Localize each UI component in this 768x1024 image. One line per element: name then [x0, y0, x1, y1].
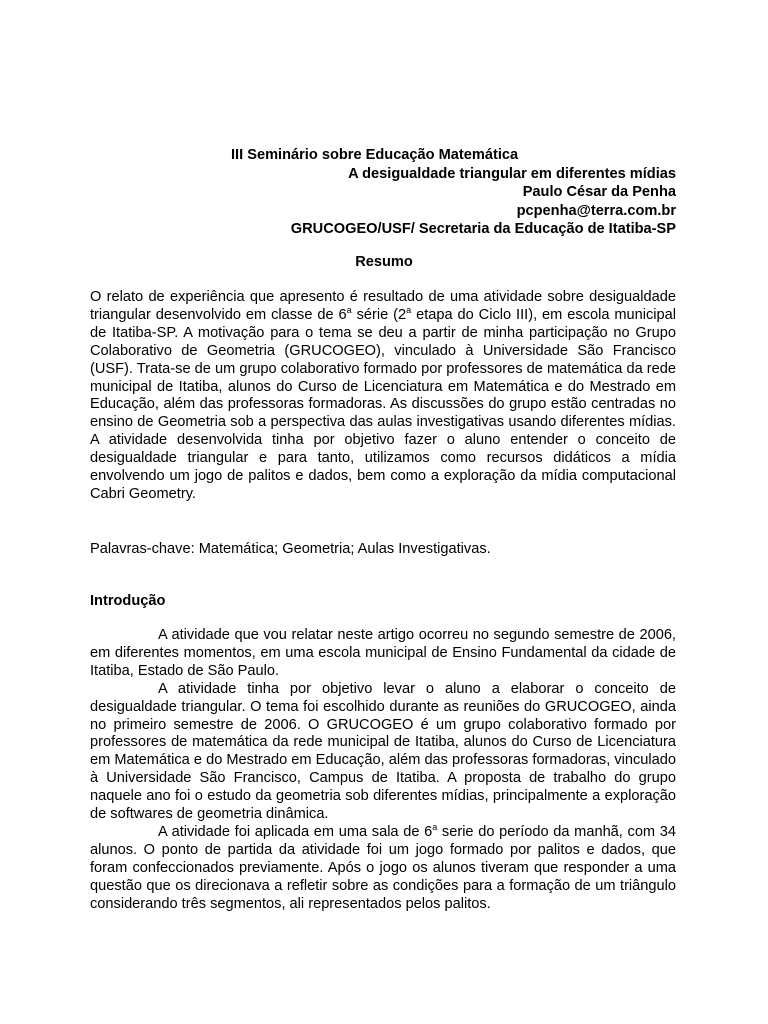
- keywords: Palavras-chave: Matemática; Geometria; Aulas Investigativas.: [90, 541, 491, 557]
- abstract-text-1: O relato de experiência que apresento é resultado de uma atividade sobre desigualdade triangular desenvolvido em classe de 6: [90, 289, 676, 323]
- intro-text-3b: serie do período da manhã, com 34 alunos. O ponto de partida da atividade foi um jogo formado por palitos e dados, que foram confeccionados previamente. Após o jogo os alunos tiveram que responder a uma questão que os direcionava a refletir sobre as condições para a formação de um triângulo considerando três segmentos, ali representados pelos palitos.: [90, 823, 676, 912]
- abstract-heading: Resumo: [355, 254, 413, 270]
- intro-paragraph-3: [90, 824, 676, 914]
- seminar-name: III Seminário sobre Educação Matemática: [231, 147, 519, 163]
- superscript-a: a: [346, 305, 352, 316]
- intro-text-3a: A atividade foi aplicada em uma sala de 6: [158, 823, 433, 840]
- author-email: pcpenha@terra.com.br: [516, 202, 676, 219]
- author-affiliation: GRUCOGEO/USF/ Secretaria da Educação de Itatiba-SP: [290, 221, 676, 238]
- author-name: Paulo César da Penha: [522, 184, 676, 201]
- abstract-paragraph: [90, 289, 676, 504]
- abstract-text-3: etapa do Ciclo III), em escola municipal de Itatiba-SP. A motivação para o tema se deu a partir de minha participação no Grupo Colaborativo de Geometria (GRUCOGEO), vinculado à Universidade São Francisco (USF). Trata-se de um grupo colaborativo formado por professores de matemática da rede municipal de Itatiba, alunos do Curso de Licenciatura em Matemática e do Mestrado em Educação, além das professoras formadoras. As discussões do grupo estão centradas no ensino de Geometria sob a perspectiva das aulas investigativas usando diferentes mídias. A atividade desenvolvida tinha por objetivo fazer o aluno entender o conceito de desigualdade triangular e para tanto, utilizamos como recursos didáticos a mídia envolvendo um jogo de palitos e dados, bem como a exploração da mídia computacional Cabri Geometry.: [90, 306, 677, 502]
- paper-header: [76, 146, 676, 239]
- intro-paragraph-1: A atividade que vou relatar neste artigo ocorreu no segundo semestre de 2006, em diferentes momentos, em uma escola municipal de Ensino Fundamental da cidade de Itatiba, Estado de São Paulo.: [90, 627, 676, 679]
- superscript-a: a: [432, 822, 438, 833]
- abstract-text-2: série (2: [351, 306, 407, 323]
- intro-paragraph-2: A atividade tinha por objetivo levar o aluno a elaborar o conceito de desigualdade triangular. O tema foi escolhido durante as reuniões do GRUCOGEO, ainda no primeiro semestre de 2006. O GRUCOGEO é um grupo colaborativo formado por professores de matemática da rede municipal de Itatiba, alunos do Curso de Licenciatura em Matemática e do Mestrado em Educação, além das professoras formadoras, vinculado à Universidade São Francisco, Campus de Itatiba. A proposta de trabalho do grupo naquele ano foi o estudo da geometria sob diferentes mídias, principalmente a exploração de softwares de geometria dinâmica.: [90, 680, 676, 823]
- paper-title: A desigualdade triangular em diferentes mídias: [348, 165, 676, 182]
- superscript-a: a: [406, 305, 412, 316]
- abstract-body: [90, 289, 676, 504]
- intro-body: [90, 627, 676, 914]
- intro-heading: Introdução: [90, 593, 166, 609]
